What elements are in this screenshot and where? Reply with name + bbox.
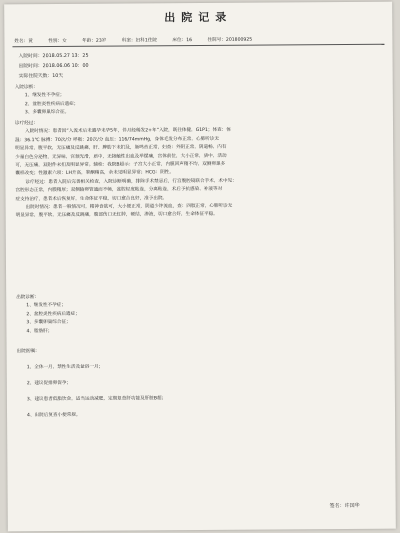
doctor-signature: 签名：许国华 [329, 502, 360, 510]
inpatient-number: 住院号：201800925 [207, 37, 253, 43]
stay-days: 实际住院天数：10天 [18, 73, 64, 80]
admission-time: 入院时间：2018.05.27 13：25 [18, 53, 89, 60]
admission-dx-title: 入院诊断： [14, 85, 38, 91]
course-line: 明显异常，腹平软，无压痛及反跳痛，腹部伤口无红肿，硬结，渗液，切口愈合好，生命体征平稳。 [15, 212, 218, 219]
patient-sex: 性别：女 [48, 38, 67, 45]
patient-header [14, 37, 266, 45]
course-line: 症支持治疗，患者术后恢复好，生命体征平稳，切口愈合良好，准予出院。 [15, 195, 168, 202]
discharge-diagnosis [16, 292, 382, 337]
course-line: 出院时情况：患者一般情况可，精神食欲可，大小便正常，阴道少许流血，查：四肢正常，心肺听诊无 [25, 203, 233, 211]
bed-number: 床位：16 [172, 38, 193, 44]
discharge-dx-item: 4、脂肪肝； [26, 328, 53, 334]
discharge-record-sheet [4, 2, 396, 532]
admission-diagnosis [15, 82, 381, 118]
admission-dx-item: 1、继发性不孕症； [24, 93, 65, 99]
advice-item: 1、全休一月，禁性生活及盆浴一月； [26, 364, 104, 371]
advice-item: 2、建议促排卵促孕； [26, 380, 72, 387]
course-line: 明显异常，腹平软，无压痛及反跳痛，肝、脾肋下未扪及，肠鸣音正常，妇查：外阴正常，阴道畅，内有 [15, 145, 227, 152]
admission-dx-item: 3、多囊卵巢综合征。 [24, 110, 70, 116]
course-line: 温：36.1℃ 脉搏：70次/分 呼吸：20次/分 血压：116/74mmHg，身体毛发分布正常，心肺听诊无 [15, 136, 219, 144]
course-line: 可，无压痛，双附件未扪及明显异常。辅检：我院B超示：子宫大小正常，内膜回声稍不均，双侧卵巢多 [15, 161, 226, 169]
discharge-dx-item: 2、盆腔炎性疾病后遗症； [26, 311, 80, 318]
discharge-dx-item: 1、继发性不孕症； [26, 303, 66, 309]
advice-item: 4、出院后复查小便常规。 [27, 412, 81, 419]
discharge-advice [17, 342, 384, 425]
advice-item: 3、建议患者低脂饮食，适当运动减肥，定期复查肝功能及肝脏B超； [26, 396, 167, 403]
patient-name: 姓名：黄 [14, 39, 33, 45]
course-line: 入院时情况：患者因“入流术后未避孕未孕5年，伴月经稀发2+年”入院，既往体健，G1P1；体查：体 [25, 128, 231, 135]
course-title: 诊疗经过： [14, 121, 39, 127]
department: 科室：妇科1住院 [121, 38, 157, 44]
discharge-dx-item: 3、多囊卵巢综合征； [26, 320, 71, 326]
course-line: 少量白色分泌物，无异味，宫颈光滑，质中，无接触性出血及举摆痛，宫体前位，大小正常，质中，活动 [15, 153, 227, 160]
course-line: 宫腔形态正常，内膜稍厚；双侧输卵管通而不畅，盆腔轻度粘连，分离粘连，术后予抗感染、补液等对 [15, 187, 223, 194]
course-line: 囊样改变；性激素六项：LH升高，睾酮稍高，余未见明显异常；HCG：阴性。 [15, 170, 175, 177]
course-line: 诊疗经过：患者入院后完善相关检查，入院诊断明确，排除手术禁忌后，行宫腹腔镜联合手术，术中见： [25, 178, 237, 186]
discharge-time: 出院时间：2018.06.06 10：00 [18, 63, 89, 70]
treatment-course [15, 118, 382, 221]
stay-info [18, 52, 88, 82]
discharge-dx-title: 出院诊断： [16, 295, 40, 301]
header-divider [12, 44, 384, 48]
admission-dx-item: 2、盆腔炎性疾病后遗症； [24, 101, 79, 108]
advice-title: 出院医嘱： [16, 349, 40, 355]
patient-age: 年龄：23岁 [82, 38, 107, 44]
page-title: 出院记录 [164, 10, 233, 25]
